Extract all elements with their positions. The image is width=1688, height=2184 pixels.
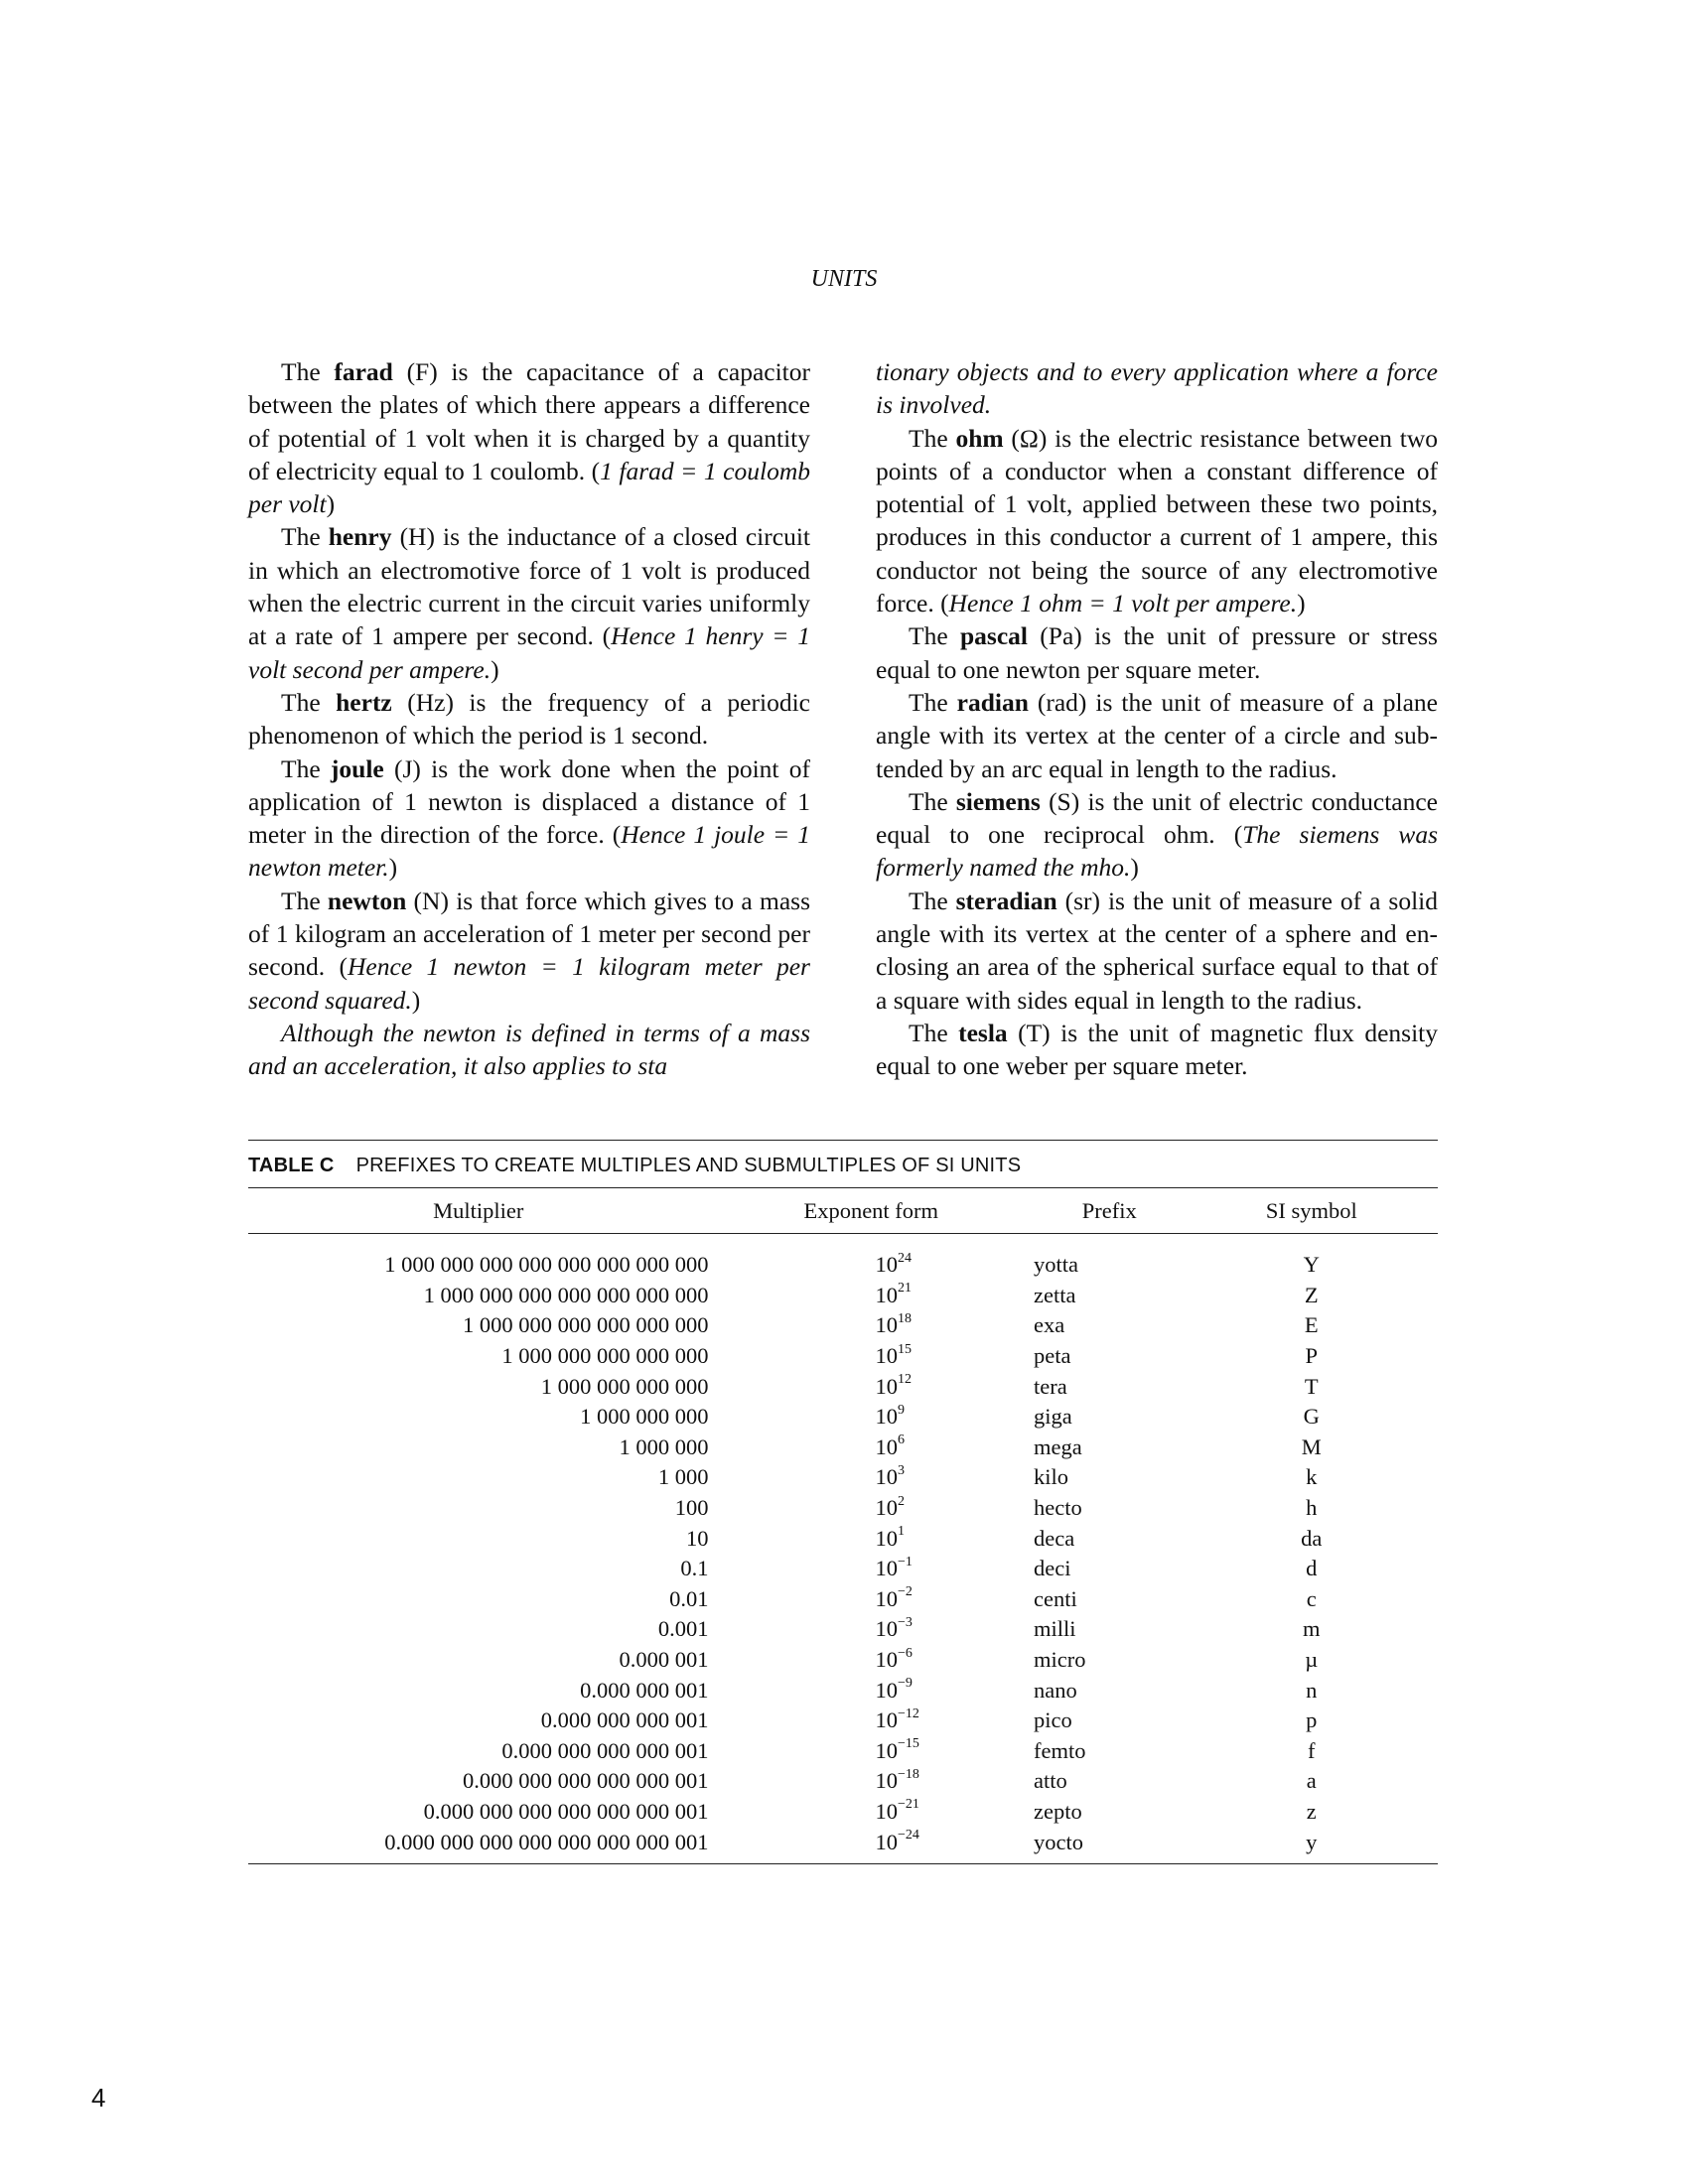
table-row <box>248 1371 1438 1402</box>
si-symbol-cell: f <box>1308 1737 1316 1763</box>
table-row <box>248 1250 1438 1281</box>
table-row <box>248 1797 1438 1828</box>
table-row <box>248 1402 1438 1433</box>
unit-term: steradian <box>955 886 1057 915</box>
si-symbol-cell: P <box>1305 1343 1319 1369</box>
table-body <box>248 1234 1438 1864</box>
exponent-value: −6 <box>898 1645 913 1661</box>
prefix-cell: zepto <box>1033 1798 1082 1824</box>
prefix-cell: peta <box>1033 1343 1071 1369</box>
text-run: (H) is the inductance of a closed circuit in which an electromotive force of 1 volt is produced when the electric current in the circuit varies uniformly at a rate of 1 ampere per second. ( <box>248 522 810 651</box>
text-run: The <box>281 522 329 552</box>
paragraph <box>876 686 1438 785</box>
text-run: (Hz) is the frequency of a periodic phenomenon of which the period is 1 second. <box>248 687 810 751</box>
multiplier-cell: 0.001 <box>657 1616 709 1642</box>
paragraph <box>248 686 810 752</box>
si-symbol-cell: h <box>1306 1495 1318 1521</box>
paragraph <box>876 422 1438 620</box>
si-symbol-cell: z <box>1306 1798 1317 1824</box>
paragraph <box>876 785 1438 885</box>
exponent-cell: $10^{-6}$ <box>875 1645 913 1673</box>
table-row <box>248 1706 1438 1736</box>
text-run: ) <box>411 985 421 1015</box>
prefix-table <box>248 1188 1438 1864</box>
table-label: TABLE C <box>248 1155 335 1176</box>
table-row <box>248 1766 1438 1797</box>
exponent-value: −12 <box>898 1706 919 1721</box>
exponent-value: 3 <box>898 1462 906 1478</box>
text-run: The <box>909 886 956 915</box>
table-spacer <box>248 1234 1438 1251</box>
table-row <box>248 1614 1438 1645</box>
prefix-cell: exa <box>1033 1312 1065 1338</box>
text-run: (rad) is the unit of measure of a plane angle with its vertex at the center of a circle and subtended by an arc equal in length to the radius. <box>876 687 1438 783</box>
unit-term: henry <box>328 522 392 552</box>
table-row <box>248 1827 1438 1863</box>
multiplier-cell: 1 000 000 000 000 000 000 <box>463 1312 709 1338</box>
text-run: The <box>281 687 337 717</box>
table-row <box>248 1675 1438 1706</box>
si-symbol-cell: c <box>1306 1585 1317 1611</box>
text-run: (Ω) is the electric resistance between two points of a conductor when a constant difference of potential of 1 volt, applied between these two points, produces in this conductor a current of 1 ampere, this conductor not being the source of any electromotive force. ( <box>876 423 1438 618</box>
unit-term: pascal <box>959 621 1028 651</box>
paragraph <box>248 752 810 885</box>
exponent-cell: $10^1$ <box>875 1524 906 1551</box>
exponent-value: 9 <box>898 1402 906 1418</box>
si-symbol-cell: k <box>1306 1464 1318 1490</box>
text-run: The <box>909 423 956 453</box>
exponent-cell: $10^{-15}$ <box>875 1736 919 1763</box>
text-run: Hence 1 newton = 1 kilogram meter per second squared. <box>248 952 810 1015</box>
prefix-cell: milli <box>1033 1616 1076 1642</box>
multiplier-cell: 1 000 000 000 000 000 <box>501 1343 709 1369</box>
multiplier-cell: 10 <box>686 1525 709 1551</box>
prefix-cell: deci <box>1033 1556 1071 1581</box>
si-symbol-cell: T <box>1304 1373 1319 1399</box>
paragraph <box>876 619 1438 686</box>
text-run: Although the newton is defined in terms of a mass and an acceleration, it also applies to sta <box>248 1018 810 1081</box>
si-symbol-cell: d <box>1306 1556 1318 1581</box>
text-run: (N) is that force which gives to a mass of 1 kilogram an acceleration of 1 meter per second per second. ( <box>248 886 810 982</box>
prefix-cell: zetta <box>1033 1282 1076 1307</box>
unit-term: tesla <box>958 1018 1008 1047</box>
column-header-exponent-form: Exponent form <box>803 1198 939 1223</box>
exponent-cell: $10^{21}$ <box>875 1281 913 1307</box>
text-run: ) <box>326 489 336 519</box>
column-header-prefix: Prefix <box>1081 1198 1137 1223</box>
prefix-cell: atto <box>1033 1768 1067 1794</box>
text-run: The <box>909 1018 959 1047</box>
prefix-cell: micro <box>1033 1647 1086 1673</box>
table-row <box>248 1462 1438 1493</box>
prefix-cell: centi <box>1033 1585 1077 1611</box>
prefix-cell: yocto <box>1033 1829 1083 1854</box>
text-run: (S) is the unit of electric conductance equal to one reciprocal ohm. ( <box>876 786 1438 850</box>
si-symbol-cell: E <box>1304 1312 1319 1338</box>
exponent-value: 18 <box>898 1310 913 1326</box>
unit-term: hertz <box>336 687 392 717</box>
prefix-cell: hecto <box>1033 1495 1082 1521</box>
multiplier-cell: 1 000 000 000 000 000 000 000 000 <box>384 1252 709 1278</box>
paragraph <box>248 520 810 685</box>
prefix-cell: deca <box>1033 1525 1075 1551</box>
text-run: The <box>909 687 957 717</box>
text-run: ) <box>491 654 499 684</box>
text-run: (T) is the unit of magnetic flux density equal to one weber per square meter. <box>876 1018 1438 1081</box>
exponent-value: 6 <box>898 1433 906 1448</box>
multiplier-cell: 0.000 000 000 000 000 001 <box>463 1768 709 1794</box>
prefix-cell: mega <box>1033 1433 1082 1459</box>
table-row <box>248 1493 1438 1524</box>
unit-term: siemens <box>955 786 1041 816</box>
prefix-cell: yotta <box>1033 1252 1078 1278</box>
multiplier-cell: 0.000 000 001 <box>580 1677 709 1703</box>
text-run: The siemens was formerly named the mho. <box>876 820 1438 883</box>
table-row <box>248 1736 1438 1767</box>
text-run: Hence 1 ohm = 1 volt per ampere. <box>948 589 1298 618</box>
exponent-value: −24 <box>898 1828 919 1843</box>
exponent-cell: $10^6$ <box>875 1433 906 1459</box>
multiplier-cell: 0.01 <box>669 1585 709 1611</box>
exponent-cell: $10^{-9}$ <box>875 1676 913 1703</box>
table-row <box>248 1310 1438 1341</box>
prefix-table-block <box>248 1140 1438 1864</box>
text-run: The <box>909 621 960 651</box>
table-row <box>248 1584 1438 1615</box>
text-run: ) <box>1130 853 1139 883</box>
exponent-value: 1 <box>898 1524 906 1540</box>
exponent-value: 15 <box>898 1341 913 1357</box>
prefix-cell: kilo <box>1033 1464 1068 1490</box>
table-row <box>248 1645 1438 1676</box>
table-row <box>248 1523 1438 1554</box>
prefix-cell: femto <box>1033 1737 1086 1763</box>
text-run: The <box>909 786 956 816</box>
exponent-cell: $10^{-18}$ <box>875 1766 919 1794</box>
exponent-value: −1 <box>898 1554 913 1570</box>
text-run: The <box>281 357 335 386</box>
si-symbol-cell: G <box>1303 1404 1320 1430</box>
table-row <box>248 1554 1438 1584</box>
exponent-cell: $10^{18}$ <box>875 1310 913 1338</box>
si-symbol-cell: Y <box>1303 1252 1320 1278</box>
left-column <box>248 355 810 1083</box>
multiplier-cell: 1 000 <box>657 1464 709 1490</box>
prefix-cell: tera <box>1033 1373 1067 1399</box>
si-symbol-cell: da <box>1301 1525 1323 1551</box>
unit-term: farad <box>334 357 393 386</box>
text-run: ) <box>388 853 398 883</box>
right-column <box>876 355 1438 1083</box>
column-header-si-symbol: SI symbol <box>1265 1198 1357 1223</box>
text-run: (Pa) is the unit of pressure or stress equal to one newton per square meter. <box>876 621 1438 684</box>
unit-term: joule <box>330 753 384 783</box>
paragraph <box>876 885 1438 1017</box>
page-number: 4 <box>91 2083 106 2113</box>
exponent-value: −9 <box>898 1676 913 1692</box>
prefix-cell: giga <box>1033 1404 1072 1430</box>
table-title: PREFIXES TO CREATE MULTIPLES AND SUBMULTIPLES OF SI UNITS <box>355 1155 1022 1176</box>
paragraph <box>248 1017 810 1083</box>
table-row <box>248 1433 1438 1463</box>
multiplier-cell: 0.1 <box>680 1556 709 1581</box>
paragraph <box>876 355 1438 422</box>
table-caption <box>248 1141 1438 1187</box>
prefix-cell: nano <box>1033 1677 1077 1703</box>
si-symbol-cell: m <box>1303 1616 1321 1642</box>
text-run: 1 farad = 1 coulomb per volt <box>248 456 810 519</box>
column-header-multiplier: Multiplier <box>433 1198 524 1223</box>
si-symbol-cell: Z <box>1304 1282 1319 1307</box>
si-symbol-cell: a <box>1306 1768 1317 1794</box>
multiplier-cell: 0.000 000 000 000 001 <box>501 1737 709 1763</box>
exponent-cell: $10^{-1}$ <box>875 1554 913 1581</box>
exponent-cell: $10^9$ <box>875 1402 906 1430</box>
prefix-cell: pico <box>1033 1707 1072 1733</box>
text-run: ) <box>1297 589 1306 618</box>
exponent-cell: $10^{-3}$ <box>875 1614 913 1642</box>
running-head: UNITS <box>810 266 878 292</box>
text-run: Hence 1 henry = 1 volt second per ampere. <box>248 621 810 684</box>
text-run: The <box>281 753 331 783</box>
unit-term: ohm <box>955 423 1004 453</box>
multiplier-cell: 0.000 000 000 000 000 000 001 <box>423 1798 709 1824</box>
exponent-cell: $10^{-2}$ <box>875 1584 913 1611</box>
text-run: (sr) is the unit of measure of a solid angle with its vertex at the center of a sphere and enclosing an area of the spherical surface equal to that of a square with sides equal in length to the radius. <box>876 886 1438 1015</box>
paragraph <box>248 355 810 520</box>
table-row <box>248 1341 1438 1372</box>
unit-term: radian <box>956 687 1029 717</box>
exponent-value: −21 <box>898 1797 919 1813</box>
table-header-row <box>248 1188 1438 1234</box>
exponent-cell: $10^{24}$ <box>875 1250 913 1278</box>
exponent-cell: $10^{-21}$ <box>875 1797 919 1824</box>
multiplier-cell: 0.000 000 000 000 000 000 000 001 <box>384 1829 709 1854</box>
multiplier-cell: 100 <box>674 1495 709 1521</box>
exponent-value: 24 <box>898 1250 913 1266</box>
multiplier-cell: 1 000 000 000 <box>580 1404 709 1430</box>
multiplier-cell: 0.000 001 <box>619 1647 709 1673</box>
text-run: tionary objects and to every application where a force is involved. <box>876 357 1438 420</box>
exponent-cell: $10^{-12}$ <box>875 1706 919 1733</box>
multiplier-cell: 0.000 000 000 001 <box>540 1707 709 1733</box>
exponent-cell: $10^{-24}$ <box>875 1828 919 1854</box>
exponent-cell: $10^2$ <box>875 1493 906 1521</box>
si-symbol-cell: n <box>1306 1677 1318 1703</box>
text-run: Hence 1 joule = 1 newton meter. <box>248 820 810 883</box>
paragraph <box>248 885 810 1017</box>
text-run: (F) is the capacitance of a capacitor between the plates of which there appears a difference of potential of 1 volt when it is charged by a quantity of electricity equal to 1 coulomb. ( <box>248 357 810 485</box>
paragraph <box>876 1017 1438 1083</box>
exponent-value: 2 <box>898 1493 906 1509</box>
exponent-value: −2 <box>898 1584 913 1600</box>
multiplier-cell: 1 000 000 000 000 000 000 000 <box>423 1282 709 1307</box>
unit-term: newton <box>327 886 407 915</box>
exponent-value: −18 <box>898 1766 919 1782</box>
si-symbol-cell: µ <box>1305 1647 1319 1673</box>
si-symbol-cell: y <box>1306 1829 1318 1854</box>
exponent-cell: $10^3$ <box>875 1462 906 1490</box>
exponent-cell: $10^{15}$ <box>875 1341 913 1369</box>
exponent-value: 21 <box>898 1281 913 1297</box>
exponent-value: 12 <box>898 1372 913 1388</box>
exponent-value: −3 <box>898 1614 913 1630</box>
multiplier-cell: 1 000 000 000 000 <box>540 1373 709 1399</box>
exponent-value: −15 <box>898 1736 919 1752</box>
multiplier-cell: 1 000 000 <box>619 1433 709 1459</box>
si-symbol-cell: p <box>1306 1707 1318 1733</box>
table-row <box>248 1281 1438 1311</box>
si-symbol-cell: M <box>1301 1433 1322 1459</box>
exponent-cell: $10^{12}$ <box>875 1372 913 1399</box>
text-run: (J) is the work done when the point of application of 1 newton is displaced a distance of 1 meter in the direction of the force. ( <box>248 753 810 850</box>
text-run: The <box>281 886 328 915</box>
